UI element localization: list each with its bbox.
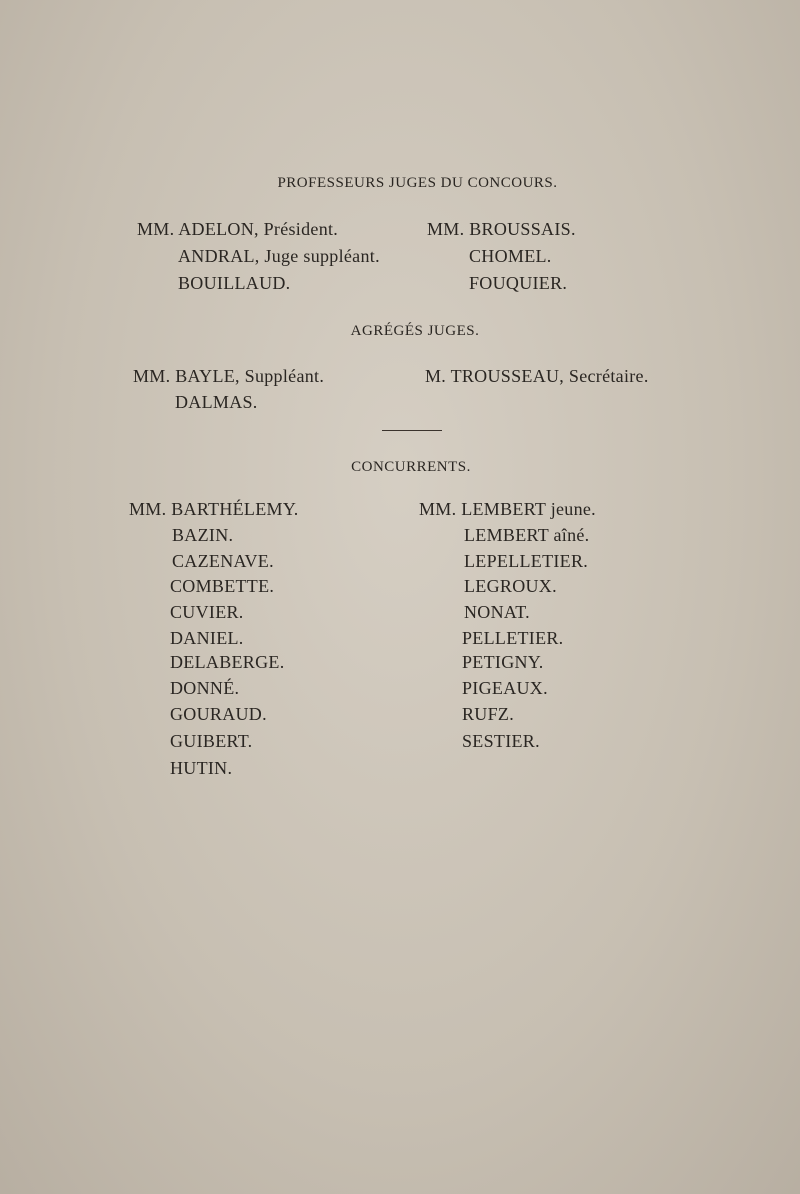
concurrent-right-6: PETIGNY. [462, 652, 544, 672]
concurrent-left-7: DONNÉ. [170, 678, 240, 698]
agreges-right-0: M. TROUSSEAU, Secrétaire. [425, 366, 649, 386]
prof-left-0: MM. ADELON, Président. [137, 219, 339, 239]
concurrent-left-5: DANIEL. [170, 628, 244, 648]
concurrent-left-6: DELABERGE. [170, 652, 285, 672]
section-divider [382, 430, 442, 431]
concurrent-left-9: GUIBERT. [170, 731, 253, 751]
concurrent-right-2: LEPELLETIER. [464, 551, 589, 571]
concurrent-left-10: HUTIN. [170, 758, 233, 778]
prof-right-0: MM. BROUSSAIS. [427, 219, 576, 239]
concurrent-right-7: PIGEAUX. [462, 678, 548, 698]
concurrent-right-9: SESTIER. [462, 731, 540, 751]
concurrent-right-5: PELLETIER. [462, 628, 564, 648]
heading-professeurs: PROFESSEURS JUGES DU CONCOURS. [277, 175, 558, 191]
heading-concurrents: CONCURRENTS. [351, 459, 471, 475]
agreges-left-1: DALMAS. [175, 392, 258, 412]
concurrent-left-3: COMBETTE. [170, 576, 275, 596]
agreges-left-0: MM. BAYLE, Suppléant. [133, 366, 325, 386]
concurrent-left-1: BAZIN. [172, 525, 234, 545]
concurrent-right-4: NONAT. [464, 602, 530, 622]
concurrent-left-4: CUVIER. [170, 602, 244, 622]
concurrent-left-2: CAZENAVE. [172, 551, 274, 571]
concurrent-left-8: GOURAUD. [170, 704, 267, 724]
prof-right-2: FOUQUIER. [469, 273, 568, 293]
prof-right-1: CHOMEL. [469, 246, 552, 266]
heading-agreges: AGRÉGÉS JUGES. [350, 323, 480, 339]
prof-left-2: BOUILLAUD. [178, 273, 291, 293]
concurrent-right-0: MM. LEMBERT jeune. [419, 499, 596, 519]
prof-left-1: ANDRAL, Juge suppléant. [178, 246, 380, 266]
concurrent-right-3: LEGROUX. [464, 576, 557, 596]
concurrent-left-0: MM. BARTHÉLEMY. [129, 499, 299, 519]
concurrent-right-8: RUFZ. [462, 704, 515, 724]
concurrent-right-1: LEMBERT aîné. [464, 525, 590, 545]
